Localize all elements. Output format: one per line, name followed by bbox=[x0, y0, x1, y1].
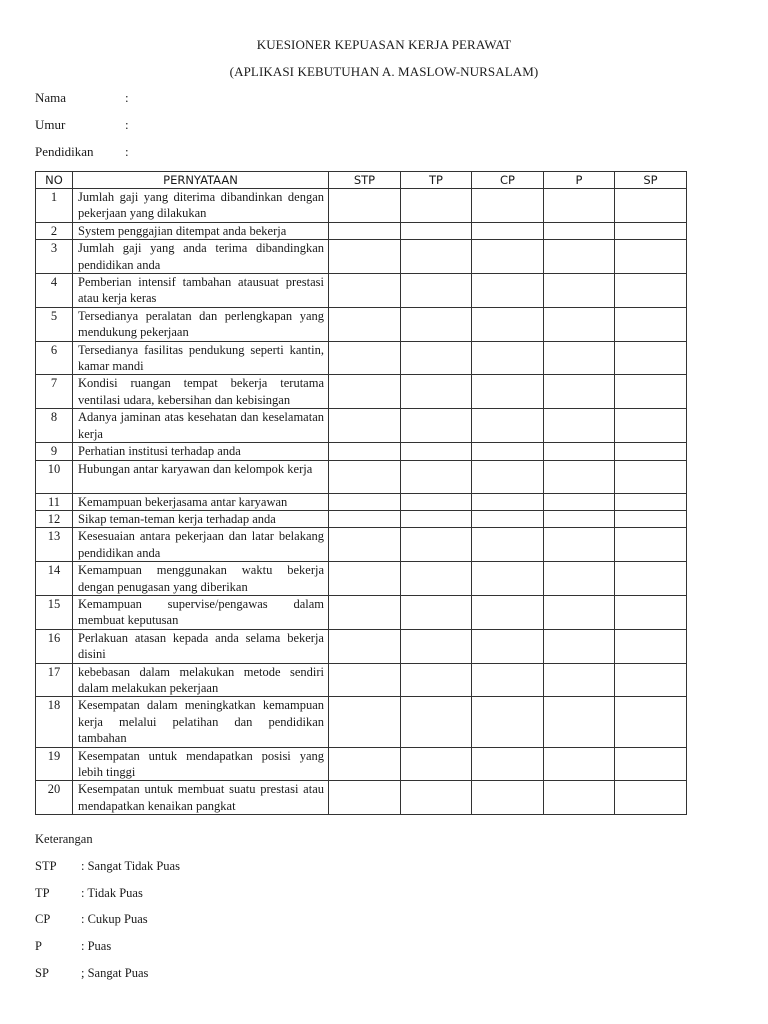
answer-cell-cp[interactable] bbox=[472, 409, 544, 443]
field-separator: : bbox=[125, 144, 129, 159]
answer-cell-stp[interactable] bbox=[329, 443, 401, 460]
answer-cell-tp[interactable] bbox=[401, 240, 472, 274]
answer-cell-p[interactable] bbox=[544, 493, 615, 510]
legend-item bbox=[35, 939, 111, 954]
legend-item bbox=[35, 966, 148, 981]
answer-cell-stp[interactable] bbox=[329, 562, 401, 596]
answer-cell-tp[interactable] bbox=[401, 629, 472, 663]
legend-desc: ; Sangat Puas bbox=[81, 965, 149, 980]
answer-cell-tp[interactable] bbox=[401, 595, 472, 629]
answer-cell-p[interactable] bbox=[544, 460, 615, 493]
table-header-row bbox=[36, 172, 687, 189]
answer-cell-tp[interactable] bbox=[401, 493, 472, 510]
answer-cell-stp[interactable] bbox=[329, 222, 401, 239]
answer-cell-tp[interactable] bbox=[401, 307, 472, 341]
table-row bbox=[36, 189, 687, 223]
row-statement: Kemampuan menggunakan waktu bekerja dengan penugasan yang diberikan bbox=[73, 562, 329, 596]
table-row bbox=[36, 528, 687, 562]
field-separator: : bbox=[125, 90, 129, 105]
row-statement: Kesesuaian antara pekerjaan dan latar belakang pendidikan anda bbox=[73, 528, 329, 562]
answer-cell-p[interactable] bbox=[544, 222, 615, 239]
row-number: 16 bbox=[36, 629, 73, 663]
answer-cell-stp[interactable] bbox=[329, 697, 401, 747]
row-number: 15 bbox=[36, 595, 73, 629]
table-row bbox=[36, 663, 687, 697]
answer-cell-p[interactable] bbox=[544, 629, 615, 663]
answer-cell-stp[interactable] bbox=[329, 663, 401, 697]
answer-cell-cp[interactable] bbox=[472, 307, 544, 341]
answer-cell-stp[interactable] bbox=[329, 510, 401, 527]
answer-cell-tp[interactable] bbox=[401, 274, 472, 308]
answer-cell-sp[interactable] bbox=[615, 528, 687, 562]
answer-cell-stp[interactable] bbox=[329, 341, 401, 375]
document-title: KUESIONER KEPUASAN KERJA PERAWAT bbox=[256, 37, 512, 52]
answer-cell-stp[interactable] bbox=[329, 240, 401, 274]
row-number: 17 bbox=[36, 663, 73, 697]
legend-desc: : Cukup Puas bbox=[81, 912, 148, 927]
legend-item bbox=[35, 859, 180, 874]
row-number: 2 bbox=[36, 222, 73, 239]
questionnaire-table bbox=[35, 171, 687, 815]
answer-cell-sp[interactable] bbox=[615, 562, 687, 596]
answer-cell-stp[interactable] bbox=[329, 460, 401, 493]
table-row bbox=[36, 443, 687, 460]
answer-cell-cp[interactable] bbox=[472, 493, 544, 510]
table-row bbox=[36, 562, 687, 596]
answer-cell-tp[interactable] bbox=[401, 375, 472, 409]
answer-cell-tp[interactable] bbox=[401, 510, 472, 527]
table-row bbox=[36, 781, 687, 815]
answer-cell-stp[interactable] bbox=[329, 781, 401, 815]
row-statement: kebebasan dalam melakukan metode sendiri dalam melakukan pekerjaan bbox=[73, 663, 329, 697]
answer-cell-p[interactable] bbox=[544, 781, 615, 815]
row-number: 9 bbox=[36, 443, 73, 460]
row-number: 11 bbox=[36, 493, 73, 510]
answer-cell-stp[interactable] bbox=[329, 595, 401, 629]
answer-cell-stp[interactable] bbox=[329, 375, 401, 409]
answer-cell-cp[interactable] bbox=[472, 341, 544, 375]
document-subtitle: (APLIKASI KEBUTUHAN A. MASLOW-NURSALAM) bbox=[229, 64, 539, 79]
answer-cell-sp[interactable] bbox=[615, 409, 687, 443]
answer-cell-p[interactable] bbox=[544, 307, 615, 341]
legend-abbr: TP bbox=[35, 885, 50, 900]
answer-cell-cp[interactable] bbox=[472, 663, 544, 697]
row-number: 18 bbox=[36, 697, 73, 747]
answer-cell-stp[interactable] bbox=[329, 629, 401, 663]
row-statement: Kemampuan supervise/pengawas dalam membuat keputusan bbox=[73, 595, 329, 629]
row-number: 19 bbox=[36, 747, 73, 781]
table-row bbox=[36, 510, 687, 527]
row-number: 14 bbox=[36, 562, 73, 596]
answer-cell-stp[interactable] bbox=[329, 307, 401, 341]
table-row bbox=[36, 460, 687, 493]
row-number: 6 bbox=[36, 341, 73, 375]
table-row bbox=[36, 697, 687, 747]
row-statement: Kondisi ruangan tempat bekerja terutama ventilasi udara, kebersihan dan kebisingan bbox=[73, 375, 329, 409]
answer-cell-p[interactable] bbox=[544, 240, 615, 274]
row-statement: System penggajian ditempat anda bekerja bbox=[73, 222, 329, 239]
answer-cell-sp[interactable] bbox=[615, 697, 687, 747]
table-row bbox=[36, 307, 687, 341]
answer-cell-cp[interactable] bbox=[472, 697, 544, 747]
legend-desc: : Tidak Puas bbox=[81, 885, 143, 900]
row-number: 8 bbox=[36, 409, 73, 443]
table-row bbox=[36, 375, 687, 409]
table-row bbox=[36, 222, 687, 239]
row-statement: Jumlah gaji yang diterima dibandinkan dengan pekerjaan yang dilakukan bbox=[73, 189, 329, 223]
answer-cell-stp[interactable] bbox=[329, 747, 401, 781]
legend-item bbox=[35, 912, 148, 927]
row-statement: Jumlah gaji yang anda terima dibandingkan pendidikan anda bbox=[73, 240, 329, 274]
table-row bbox=[36, 341, 687, 375]
answer-cell-cp[interactable] bbox=[472, 460, 544, 493]
answer-cell-p[interactable] bbox=[544, 562, 615, 596]
legend-desc: : Puas bbox=[81, 939, 112, 954]
answer-cell-p[interactable] bbox=[544, 747, 615, 781]
row-statement: Kesempatan untuk mendapatkan posisi yang lebih tinggi bbox=[73, 747, 329, 781]
row-number: 13 bbox=[36, 528, 73, 562]
answer-cell-cp[interactable] bbox=[472, 595, 544, 629]
answer-cell-cp[interactable] bbox=[472, 562, 544, 596]
answer-cell-stp[interactable] bbox=[329, 493, 401, 510]
header-no: NO bbox=[36, 172, 73, 189]
answer-cell-sp[interactable] bbox=[615, 222, 687, 239]
answer-cell-p[interactable] bbox=[544, 528, 615, 562]
answer-cell-p[interactable] bbox=[544, 341, 615, 375]
legend-abbr: CP bbox=[35, 912, 51, 927]
legend-abbr: SP bbox=[35, 965, 49, 980]
answer-cell-cp[interactable] bbox=[472, 528, 544, 562]
row-statement: Tersedianya fasilitas pendukung seperti kantin, kamar mandi bbox=[73, 341, 329, 375]
answer-cell-tp[interactable] bbox=[401, 341, 472, 375]
answer-cell-cp[interactable] bbox=[472, 240, 544, 274]
row-number: 3 bbox=[36, 240, 73, 274]
answer-cell-tp[interactable] bbox=[401, 222, 472, 239]
row-statement: Perlakuan atasan kepada anda selama bekerja disini bbox=[73, 629, 329, 663]
answer-cell-cp[interactable] bbox=[472, 510, 544, 527]
answer-cell-p[interactable] bbox=[544, 697, 615, 747]
row-statement: Pemberian intensif tambahan atausuat prestasi atau kerja keras bbox=[73, 274, 329, 308]
answer-cell-tp[interactable] bbox=[401, 663, 472, 697]
table-row bbox=[36, 629, 687, 663]
answer-cell-cp[interactable] bbox=[472, 443, 544, 460]
field-label: Umur bbox=[35, 117, 66, 132]
answer-cell-sp[interactable] bbox=[615, 510, 687, 527]
answer-cell-sp[interactable] bbox=[615, 240, 687, 274]
header-stp: STP bbox=[329, 172, 401, 189]
row-number: 10 bbox=[36, 460, 73, 493]
legend-desc: : Sangat Tidak Puas bbox=[81, 859, 180, 873]
field-umur bbox=[35, 117, 129, 133]
answer-cell-cp[interactable] bbox=[472, 222, 544, 239]
row-statement: Hubungan antar karyawan dan kelompok kerja bbox=[73, 460, 329, 493]
header-cp: CP bbox=[472, 172, 544, 189]
row-number: 4 bbox=[36, 274, 73, 308]
answer-cell-stp[interactable] bbox=[329, 528, 401, 562]
answer-cell-cp[interactable] bbox=[472, 375, 544, 409]
row-number: 7 bbox=[36, 375, 73, 409]
answer-cell-p[interactable] bbox=[544, 595, 615, 629]
answer-cell-sp[interactable] bbox=[615, 375, 687, 409]
table-row bbox=[36, 274, 687, 308]
legend-item bbox=[35, 886, 143, 901]
table-row bbox=[36, 595, 687, 629]
row-number: 1 bbox=[36, 189, 73, 223]
answer-cell-sp[interactable] bbox=[615, 460, 687, 493]
row-statement: Kemampuan bekerjasama antar karyawan bbox=[73, 493, 329, 510]
answer-cell-p[interactable] bbox=[544, 189, 615, 223]
table-row bbox=[36, 240, 687, 274]
answer-cell-cp[interactable] bbox=[472, 629, 544, 663]
field-label: Pendidikan bbox=[35, 144, 94, 159]
field-separator: : bbox=[125, 117, 129, 132]
answer-cell-tp[interactable] bbox=[401, 562, 472, 596]
answer-cell-tp[interactable] bbox=[401, 189, 472, 223]
row-statement: Kesempatan dalam meningkatkan kemampuan kerja melalui pelatihan dan pendidikan tambahan bbox=[73, 697, 329, 747]
header-pernyataan: PERNYATAAN bbox=[73, 172, 329, 189]
table-row bbox=[36, 747, 687, 781]
answer-cell-sp[interactable] bbox=[615, 341, 687, 375]
answer-cell-cp[interactable] bbox=[472, 189, 544, 223]
row-statement: Tersedianya peralatan dan perlengkapan yang mendukung pekerjaan bbox=[73, 307, 329, 341]
answer-cell-tp[interactable] bbox=[401, 528, 472, 562]
answer-cell-cp[interactable] bbox=[472, 781, 544, 815]
header-tp: TP bbox=[401, 172, 472, 189]
answer-cell-cp[interactable] bbox=[472, 274, 544, 308]
answer-cell-sp[interactable] bbox=[615, 307, 687, 341]
row-statement: Kesempatan untuk membuat suatu prestasi atau mendapatkan kenaikan pangkat bbox=[73, 781, 329, 815]
answer-cell-sp[interactable] bbox=[615, 189, 687, 223]
answer-cell-p[interactable] bbox=[544, 443, 615, 460]
field-pendidikan bbox=[35, 144, 129, 160]
answer-cell-tp[interactable] bbox=[401, 409, 472, 443]
answer-cell-sp[interactable] bbox=[615, 443, 687, 460]
answer-cell-tp[interactable] bbox=[401, 697, 472, 747]
header-sp: SP bbox=[615, 172, 687, 189]
table-row bbox=[36, 409, 687, 443]
answer-cell-cp[interactable] bbox=[472, 747, 544, 781]
answer-cell-sp[interactable] bbox=[615, 781, 687, 815]
answer-cell-stp[interactable] bbox=[329, 409, 401, 443]
answer-cell-tp[interactable] bbox=[401, 443, 472, 460]
answer-cell-sp[interactable] bbox=[615, 595, 687, 629]
answer-cell-sp[interactable] bbox=[615, 663, 687, 697]
answer-cell-p[interactable] bbox=[544, 663, 615, 697]
header-p: P bbox=[544, 172, 615, 189]
answer-cell-stp[interactable] bbox=[329, 189, 401, 223]
answer-cell-p[interactable] bbox=[544, 274, 615, 308]
table-row bbox=[36, 493, 687, 510]
legend-abbr: P bbox=[35, 939, 42, 954]
answer-cell-p[interactable] bbox=[544, 510, 615, 527]
row-statement: Adanya jaminan atas kesehatan dan keselamatan kerja bbox=[73, 409, 329, 443]
answer-cell-stp[interactable] bbox=[329, 274, 401, 308]
answer-cell-tp[interactable] bbox=[401, 781, 472, 815]
answer-cell-sp[interactable] bbox=[615, 629, 687, 663]
answer-cell-p[interactable] bbox=[544, 375, 615, 409]
answer-cell-sp[interactable] bbox=[615, 747, 687, 781]
answer-cell-sp[interactable] bbox=[615, 493, 687, 510]
row-number: 5 bbox=[36, 307, 73, 341]
answer-cell-tp[interactable] bbox=[401, 460, 472, 493]
field-label: Nama bbox=[35, 90, 67, 105]
answer-cell-sp[interactable] bbox=[615, 274, 687, 308]
row-number: 12 bbox=[36, 510, 73, 527]
legend-abbr: STP bbox=[35, 859, 57, 873]
field-nama bbox=[35, 90, 129, 106]
answer-cell-p[interactable] bbox=[544, 409, 615, 443]
row-statement: Sikap teman-teman kerja terhadap anda bbox=[73, 510, 329, 527]
row-number: 20 bbox=[36, 781, 73, 815]
row-statement: Perhatian institusi terhadap anda bbox=[73, 443, 329, 460]
legend-title: Keterangan bbox=[35, 832, 93, 846]
answer-cell-tp[interactable] bbox=[401, 747, 472, 781]
